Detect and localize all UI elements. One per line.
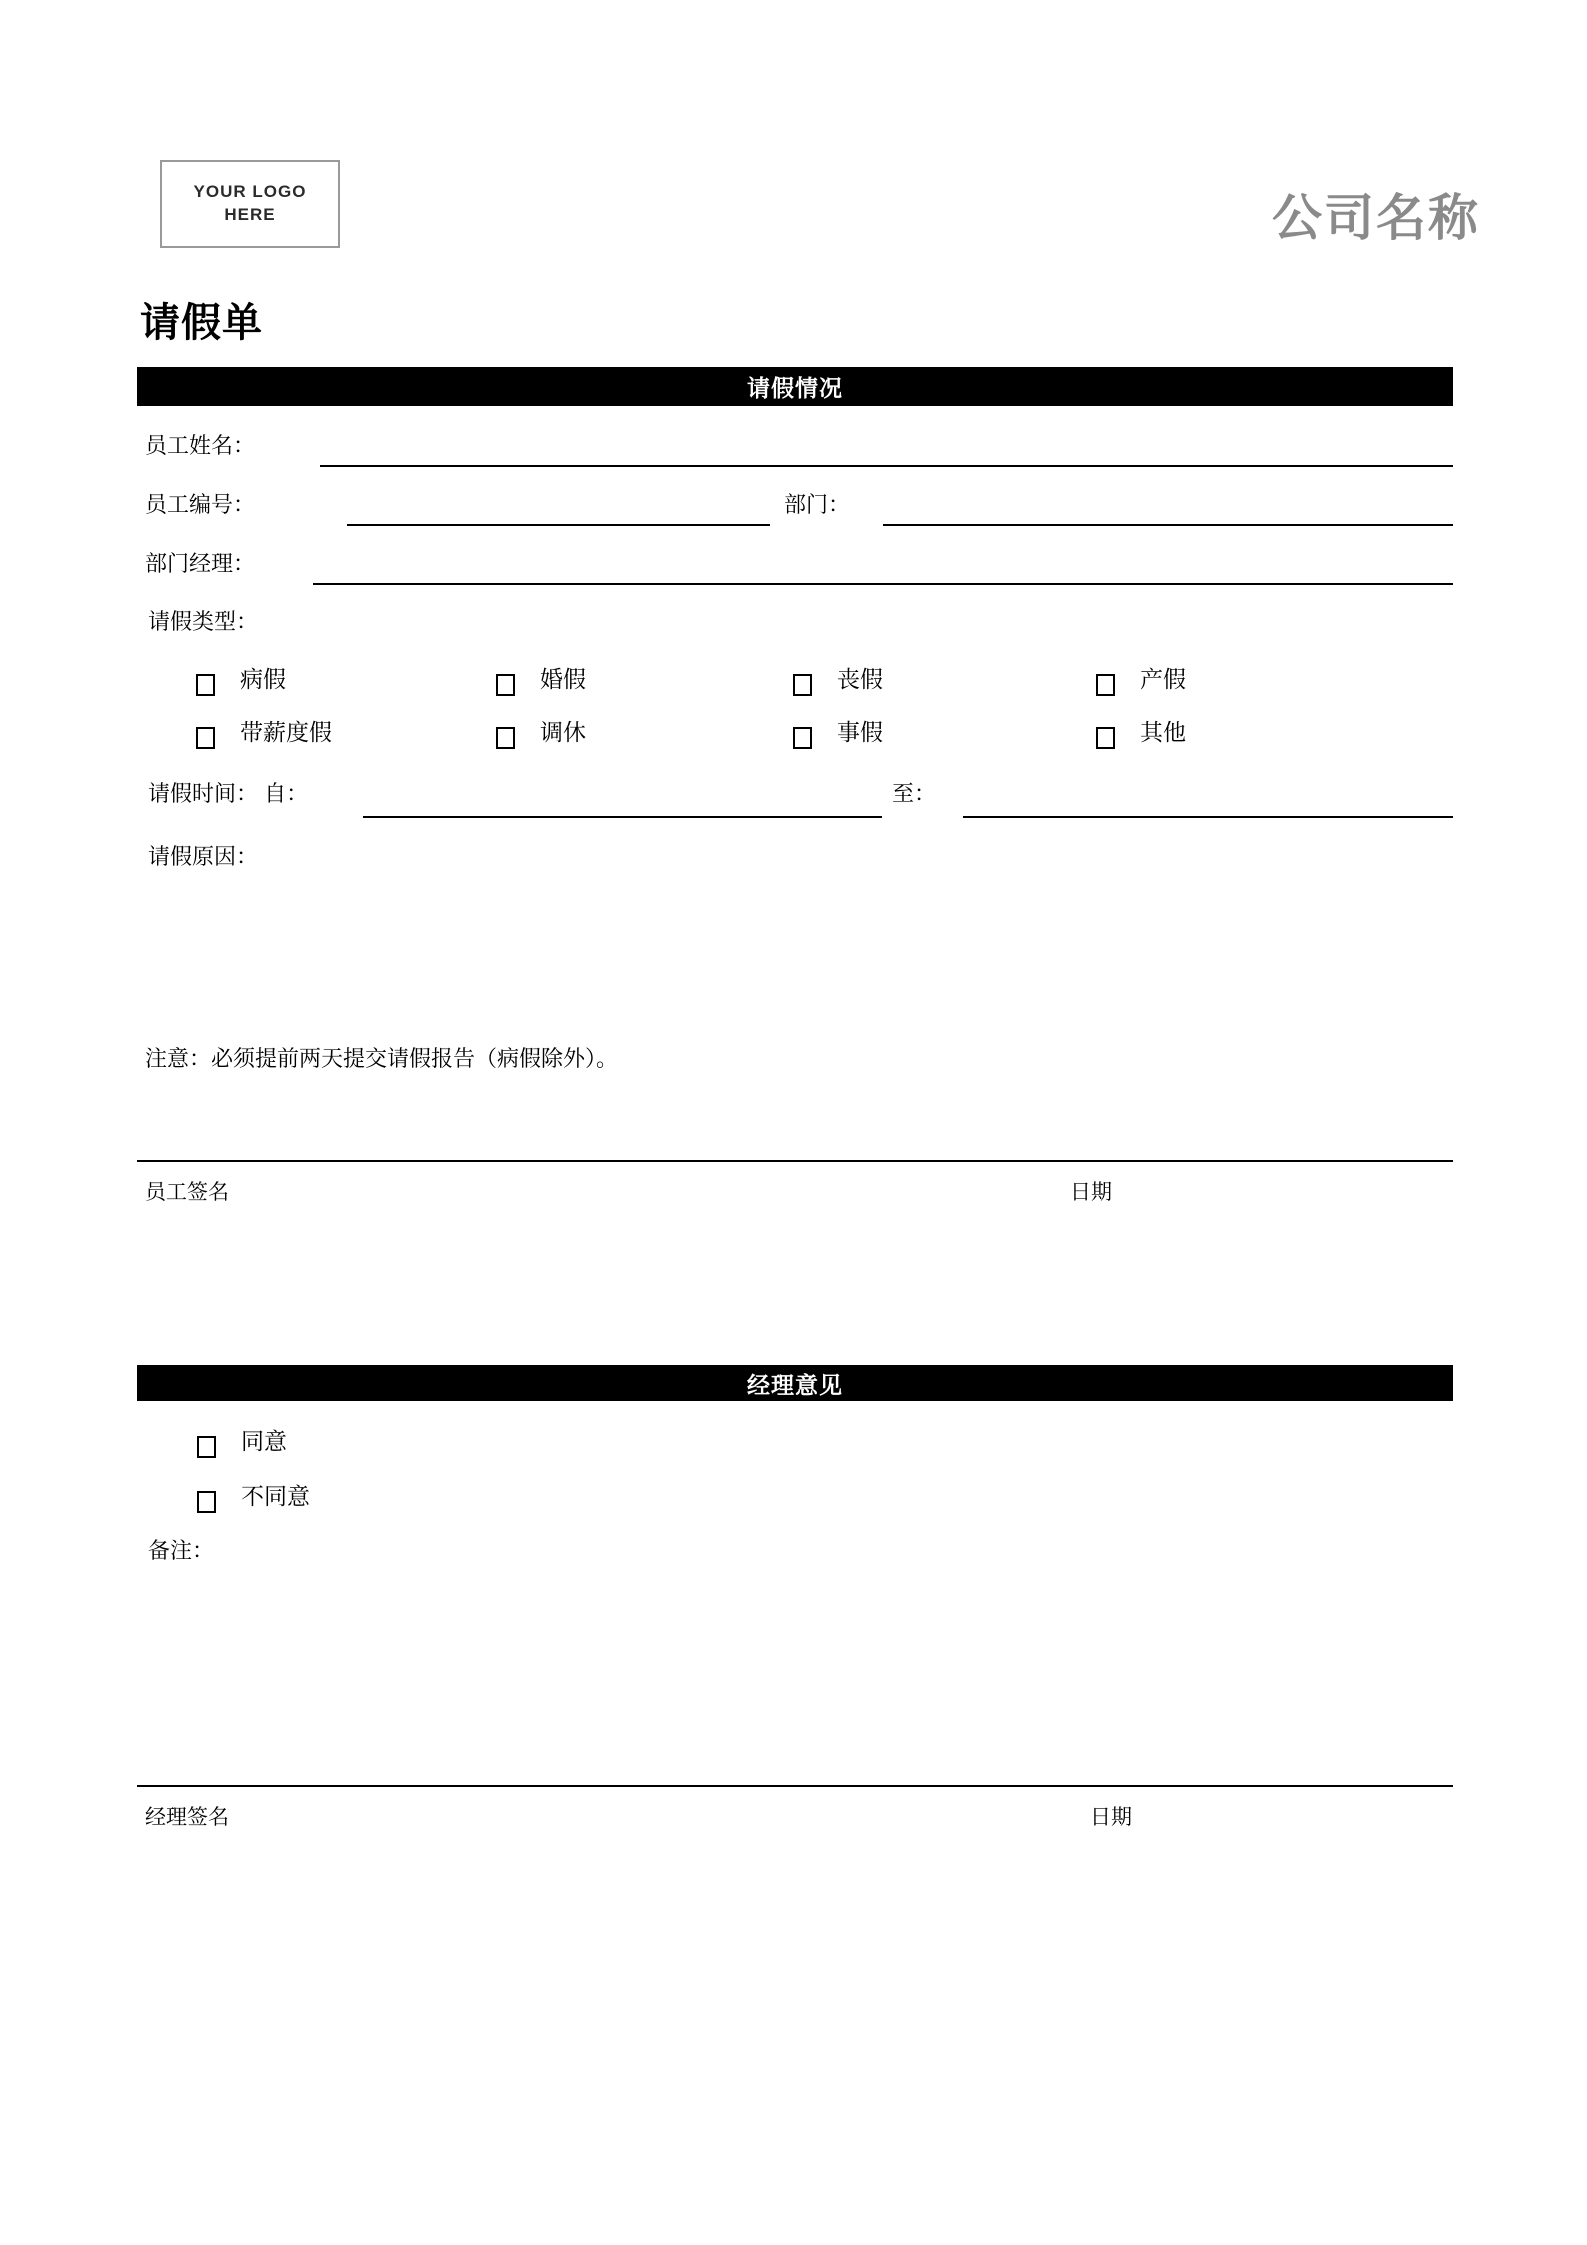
employee-name-label: 员工姓名： [145, 433, 256, 458]
approve-label: 同意 [241, 1428, 287, 1454]
employee-id-label: 员工编号： [145, 492, 256, 517]
paid-vacation-checkbox[interactable] [196, 727, 215, 749]
maternity-leave-label: 产假 [1140, 666, 1186, 692]
logo-text-line1: YOUR LOGO [193, 182, 307, 202]
marriage-leave-checkbox[interactable] [496, 674, 515, 696]
sick-leave-checkbox[interactable] [196, 674, 215, 696]
leave-type-item-sick [196, 665, 286, 696]
bereavement-leave-label: 丧假 [837, 666, 883, 692]
leave-type-item-personal [793, 718, 883, 749]
manager-signature-line[interactable] [137, 1785, 1453, 1787]
manager-reject-item [197, 1482, 310, 1513]
page-title: 请假单 [140, 301, 263, 345]
other-leave-checkbox[interactable] [1096, 727, 1115, 749]
leave-time-from-input-line[interactable] [363, 816, 882, 818]
remarks-input-area[interactable] [148, 1575, 1453, 1755]
leave-type-label: 请假类型： [148, 609, 259, 634]
manager-date-label: 日期 [1090, 1806, 1132, 1829]
department-manager-input-line[interactable] [313, 583, 1453, 585]
leave-reason-label: 请假原因： [148, 844, 259, 869]
bereavement-leave-checkbox[interactable] [793, 674, 812, 696]
leave-type-item-bereavement [793, 665, 883, 696]
employee-signature-label: 员工签名 [145, 1181, 229, 1204]
section-header-leave-details [137, 367, 1453, 406]
logo-text-line2: HERE [224, 205, 276, 224]
personal-leave-checkbox[interactable] [793, 727, 812, 749]
other-leave-label: 其他 [1140, 719, 1186, 745]
leave-time-from-label: 请假时间： 自： [148, 781, 309, 806]
employee-signature-line[interactable] [137, 1160, 1453, 1162]
leave-time-to-input-line[interactable] [963, 816, 1453, 818]
approve-checkbox[interactable] [197, 1436, 216, 1458]
section-header-leave-details-label: 请假情况 [747, 375, 843, 401]
section-header-manager-opinion [137, 1365, 1453, 1401]
leave-type-item-maternity [1096, 665, 1186, 696]
note-text: 注意：必须提前两天提交请假报告（病假除外）。 [145, 1046, 619, 1071]
manager-approve-item [197, 1427, 287, 1458]
remarks-label: 备注： [148, 1538, 215, 1563]
leave-type-item-other [1096, 718, 1186, 749]
manager-signature-label: 经理签名 [145, 1806, 229, 1829]
employee-date-label: 日期 [1070, 1181, 1112, 1204]
department-manager-label: 部门经理： [145, 551, 256, 576]
employee-id-input-line[interactable] [347, 524, 770, 526]
section-header-manager-opinion-label: 经理意见 [747, 1371, 843, 1398]
maternity-leave-checkbox[interactable] [1096, 674, 1115, 696]
personal-leave-label: 事假 [837, 719, 883, 745]
logo-placeholder [160, 160, 340, 248]
reject-label: 不同意 [241, 1483, 310, 1509]
paid-vacation-label: 带薪度假 [240, 719, 332, 745]
leave-type-item-paid-vacation [196, 718, 332, 749]
leave-type-item-comp-leave [496, 718, 586, 749]
marriage-leave-label: 婚假 [540, 666, 586, 692]
reject-checkbox[interactable] [197, 1491, 216, 1513]
leave-time-to-label: 至： [892, 781, 937, 806]
leave-type-item-marriage [496, 665, 586, 696]
leave-reason-input-area[interactable] [148, 880, 1453, 1030]
comp-leave-checkbox[interactable] [496, 727, 515, 749]
sick-leave-label: 病假 [240, 666, 286, 692]
company-name: 公司名称 [1272, 190, 1480, 246]
department-label: 部门： [784, 492, 851, 517]
comp-leave-label: 调休 [540, 719, 586, 745]
employee-name-input-line[interactable] [320, 465, 1453, 467]
department-input-line[interactable] [883, 524, 1453, 526]
